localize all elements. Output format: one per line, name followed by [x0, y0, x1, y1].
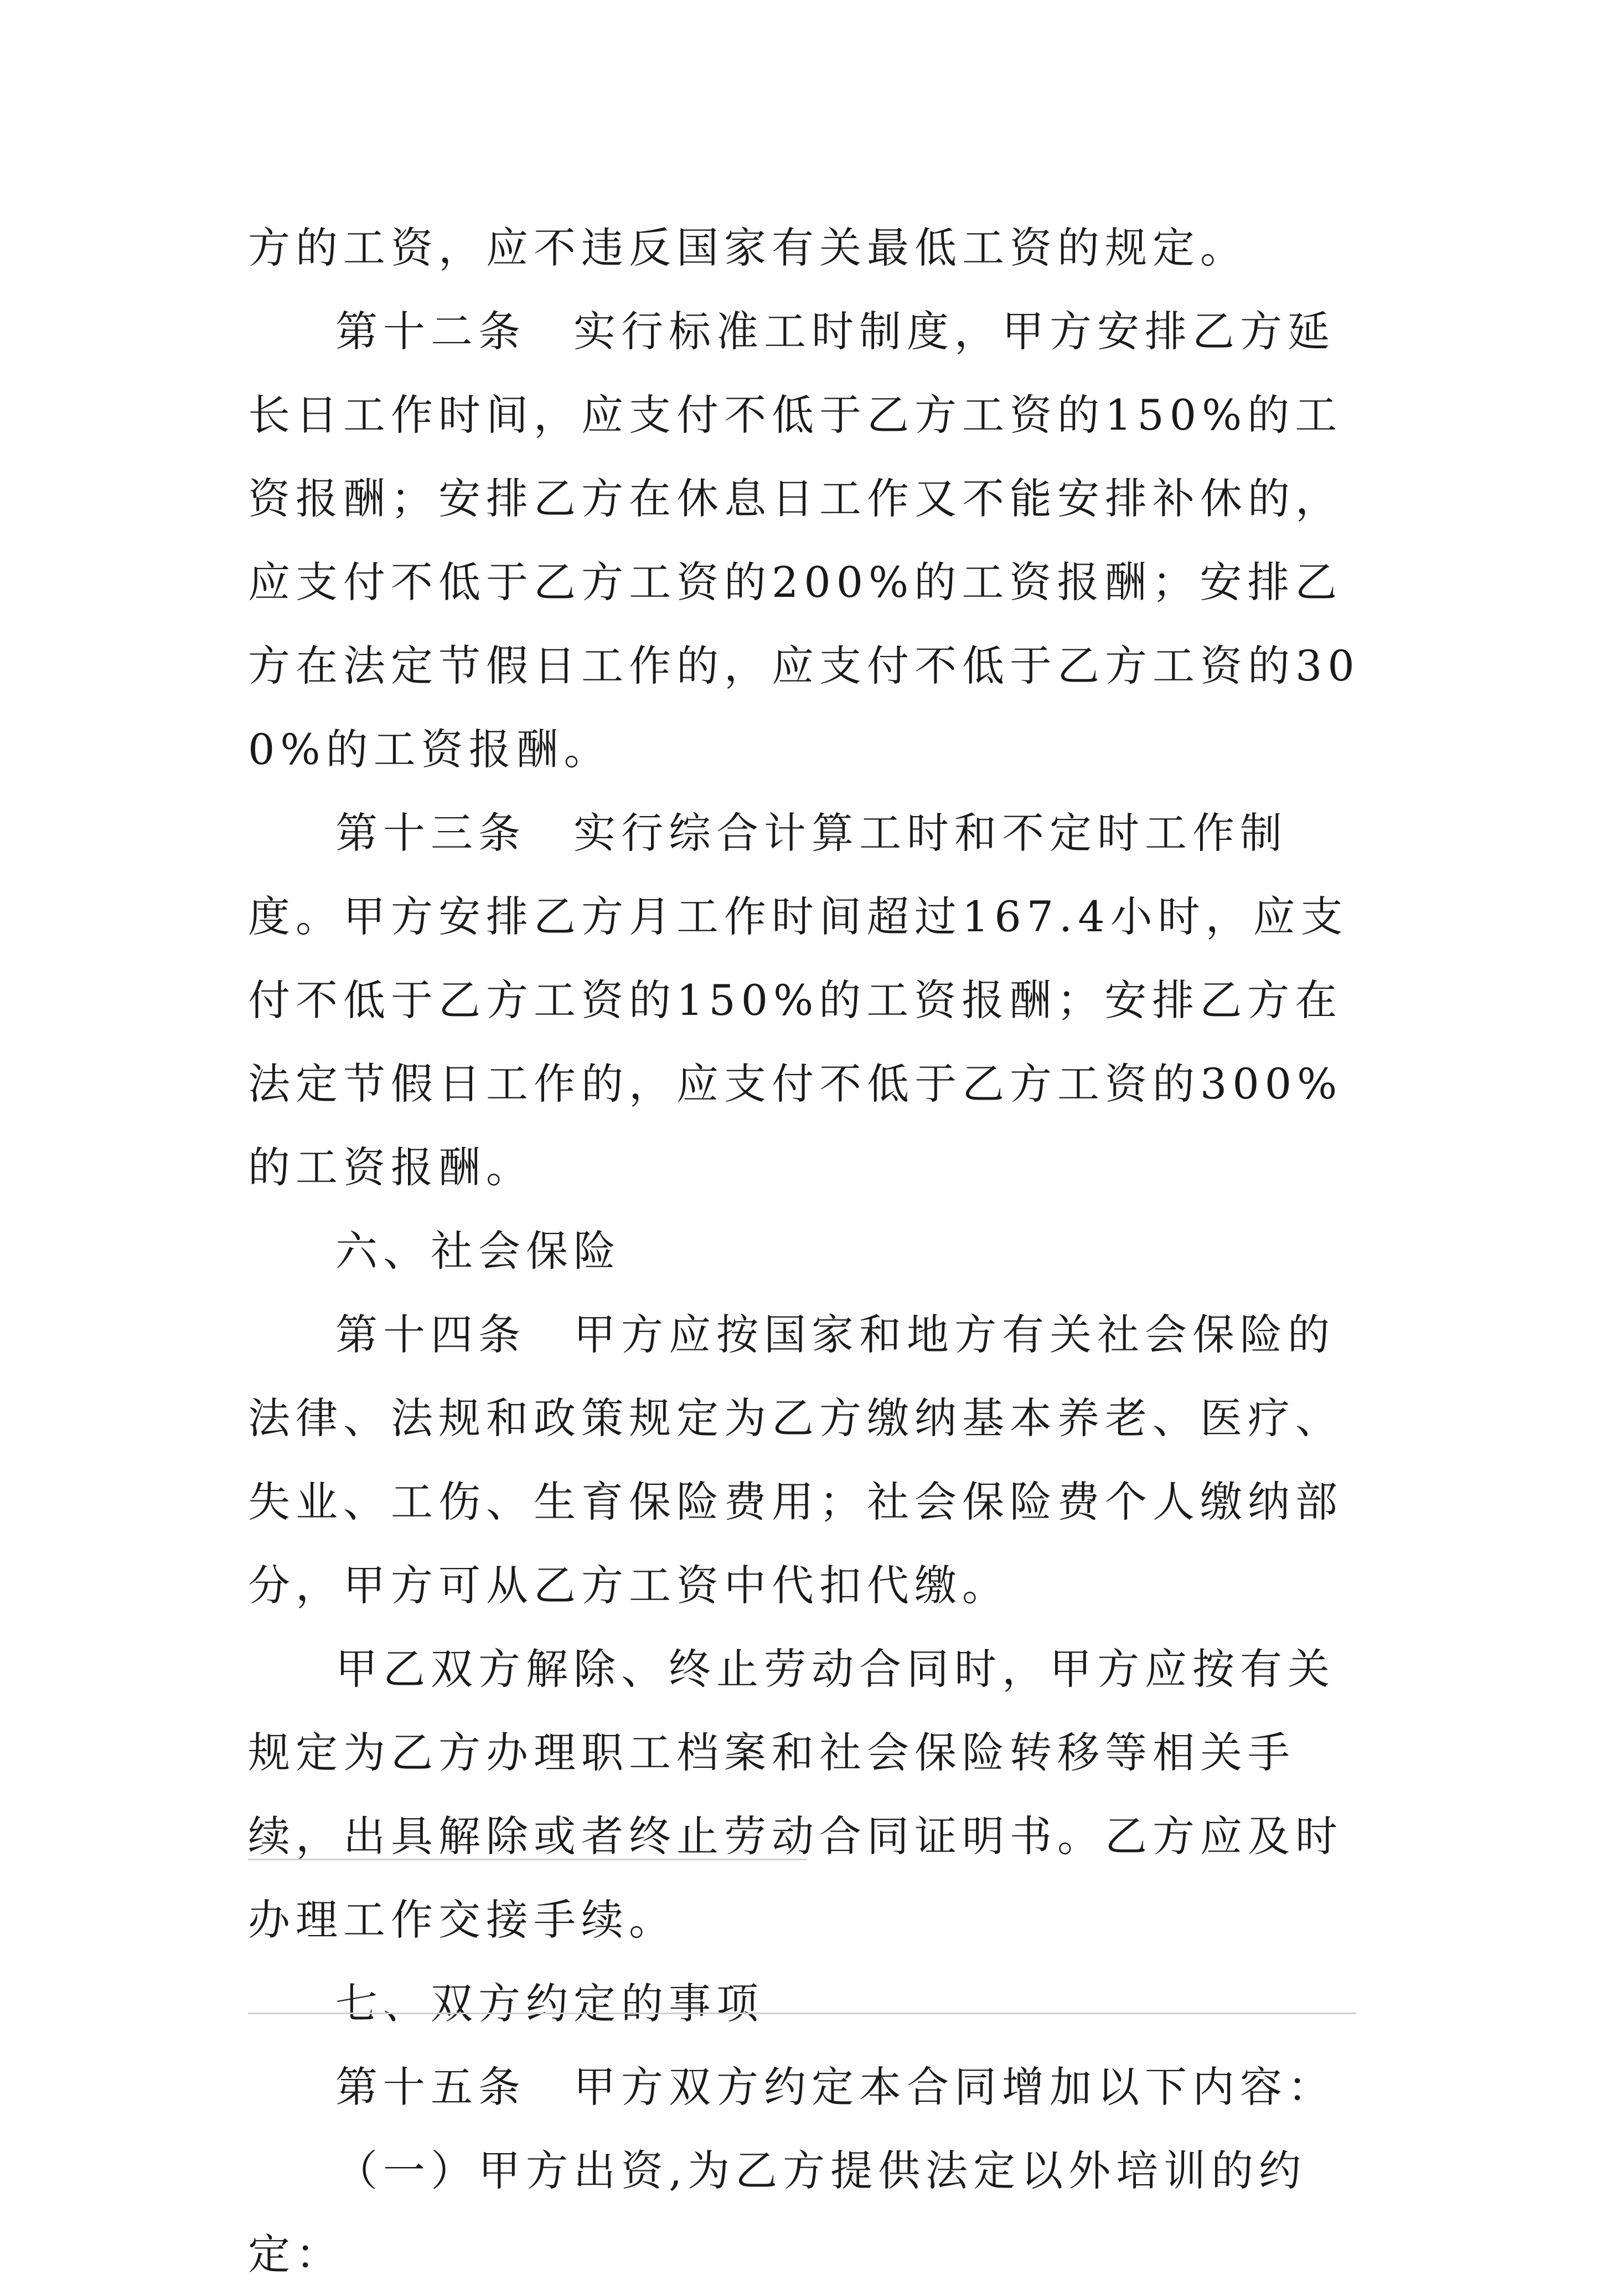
paragraph-termination-procedures: 甲乙双方解除、终止劳动合同时，甲方应按有关规定为乙方办理职工档案和社会保险转移等相关手续，出具解除或者终止劳动合同证明书。乙方应及时办理工作交接手续。: [248, 1644, 1343, 1944]
fill-in-blank-line-long: [248, 2013, 1356, 2014]
document-body: [248, 206, 1372, 2296]
paragraph-article-13: 第十三条 实行综合计算工时和不定时工作制度。甲方安排乙方月工作时间超过167.4小时，应支付不低于乙方工资的150%的工资报酬；安排乙方在法定节假日工作的，应支付不低于乙方工资的300%的工资报酬。: [248, 808, 1348, 1192]
section-heading-agreed-matters: 七、双方约定的事项: [335, 1979, 764, 2028]
paragraph-wage-continuation: 方的工资，应不违反国家有关最低工资的规定。: [248, 223, 1248, 272]
paragraph-article-14: 第十四条 甲方应按国家和地方有关社会保险的法律、法规和政策规定为乙方缴纳基本养老、医疗、失业、工伤、生育保险费用；社会保险费个人缴纳部分，甲方可从乙方工资中代扣代缴。: [248, 1310, 1343, 1610]
paragraph-article-12: 第十二条 实行标准工时制度，甲方安排乙方延长日工作时间，应支付不低于乙方工资的150%的工资报酬；安排乙方在休息日工作又不能安排补休的，应支付不低于乙方工资的200%的工资报酬；安排乙方在法定节假日工作的，应支付不低于乙方工资的300%的工资报酬。: [248, 307, 1360, 774]
paragraph-training-clause: （一）甲方出资,为乙方提供法定以外培训的约定：: [248, 2146, 1307, 2279]
paragraph-article-15: 第十五条 甲方双方约定本合同增加以下内容：: [335, 2062, 1335, 2112]
fill-in-blank-line-short: [248, 1859, 807, 1860]
section-heading-social-insurance: 六、社会保险: [335, 1226, 621, 1276]
